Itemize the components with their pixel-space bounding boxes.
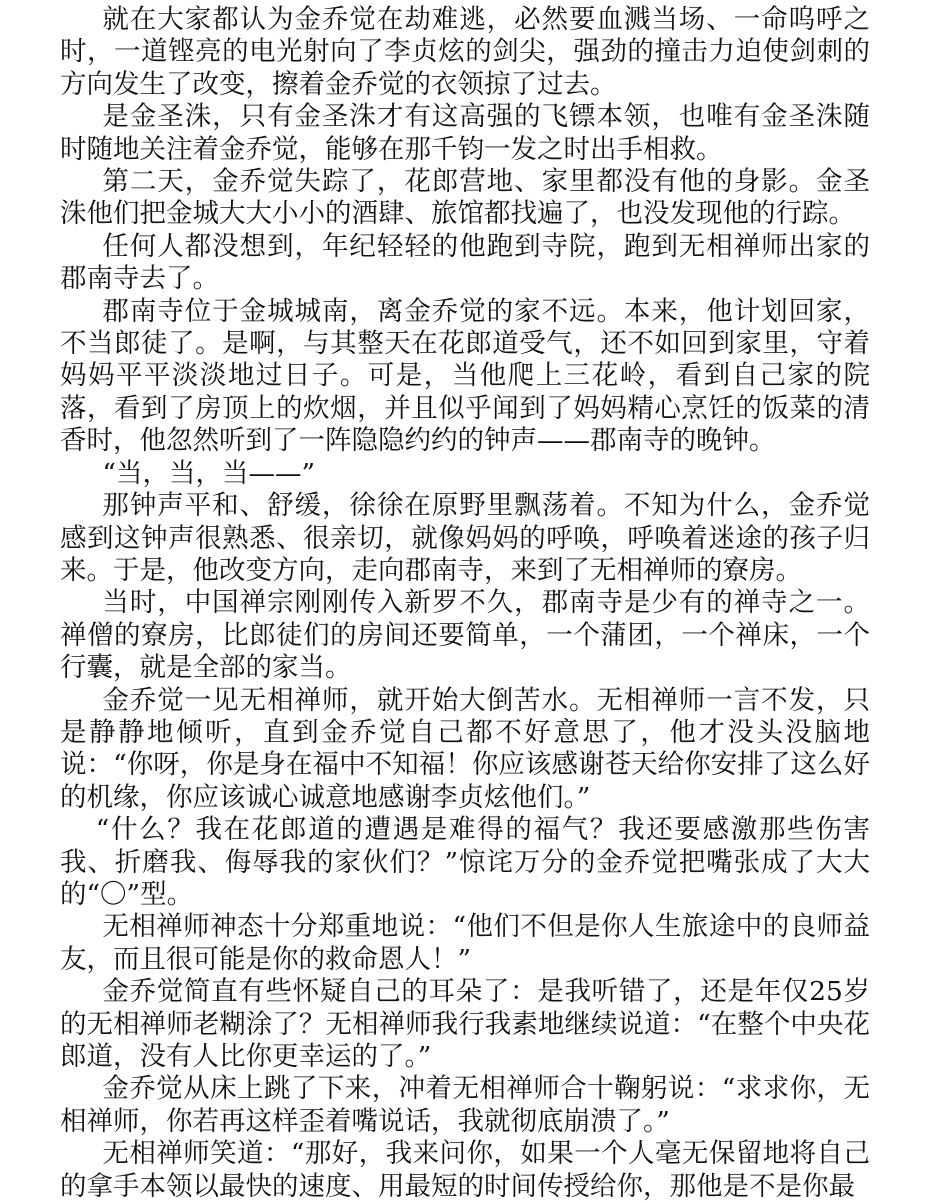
paragraph-6: “当，当，当——” <box>102 457 315 489</box>
paragraph-1: 就在大家都认为金乔觉在劫难逃，必然要血溅当场、一命呜呼之时，一道铿亮的电光射向了李贞炫的剑尖，强劲的撞击力迫使剑刺的方向发生了改变，擦着金乔觉的衣领掠了过去。 <box>60 4 870 100</box>
paragraph-2: 是金圣洙，只有金圣洙才有这高强的飞镖本领，也唯有金圣洙随时随地关注着金乔觉，能够在那千钧一发之时出手相救。 <box>60 101 870 165</box>
paragraph-11: 无相禅师神态十分郑重地说：“他们不但是你人生旅途中的良师益友，而且很可能是你的救命恩人！” <box>60 911 870 975</box>
paragraph-13: 金乔觉从床上跳了下来，冲着无相禅师合十鞠躬说：“求求你，无相禅师，你若再这样歪着嘴说话，我就彻底崩溃了。” <box>60 1073 870 1137</box>
paragraph-12: 金乔觉简直有些怀疑自己的耳朵了：是我听错了，还是年仅25岁的无相禅师老糊涂了？无相禅师我行我素地继续说道：“在整个中央花郎道，没有人比你更幸运的了。” <box>60 976 870 1072</box>
paragraph-4: 任何人都没想到，年纪轻轻的他跑到寺院，跑到无相禅师出家的郡南寺去了。 <box>60 230 870 295</box>
document-page <box>60 4 870 1203</box>
paragraph-5: 郡南寺位于金城城南，离金乔觉的家不远。本来，他计划回家，不当郎徒了。是啊，与其整天在花郎道受气，还不如回到家里，守着妈妈平平淡淡地过日子。可是，当他爬上三花岭，看到自己家的院落，看到了房顶上的炊烟，并且似乎闻到了妈妈精心烹饪的饭菜的清香时，他忽然听到了一阵隐隐约约的钟声——郡南寺的晚钟。 <box>60 295 870 457</box>
paragraph-9: 金乔觉一见无相禅师，就开始大倒苦水。无相禅师一言不发，只是静静地倾听，直到金乔觉自己都不好意思了，他才没头没脑地说：“你呀，你是身在福中不知福！你应该感谢苍天给你安排了这么好的机缘，你应该诚心诚意地感谢李贞炫他们。” <box>60 684 870 813</box>
paragraph-8: 当时，中国禅宗刚刚传入新罗不久，郡南寺是少有的禅寺之一。禅僧的寮房，比郎徒们的房间还要简单，一个蒲团，一个禅床，一个行囊，就是全部的家当。 <box>60 587 870 684</box>
paragraph-3: 第二天，金乔觉失踪了，花郎营地、家里都没有他的身影。金圣洙他们把金城大大小小的酒肆、旅馆都找遍了，也没发现他的行踪。 <box>60 166 870 230</box>
paragraph-14: 无相禅师笑道：“那好，我来问你，如果一个人毫无保留地将自己的拿手本领以最快的速度、用最短的时间传授给你，那他是不是你最 <box>60 1138 870 1202</box>
paragraph-7: 那钟声平和、舒缓，徐徐在原野里飘荡着。不知为什么，金乔觉感到这钟声很熟悉、很亲切，就像妈妈的呼唤，呼唤着迷途的孩子归来。于是，他改变方向，走向郡南寺，来到了无相禅师的寮房。 <box>60 490 870 586</box>
paragraph-10: “什么？我在花郎道的遭遇是难得的福气？我还要感激那些伤害我、折磨我、侮辱我的家伙们？”惊诧万分的金乔觉把嘴张成了大大的“〇”型。 <box>60 814 870 910</box>
